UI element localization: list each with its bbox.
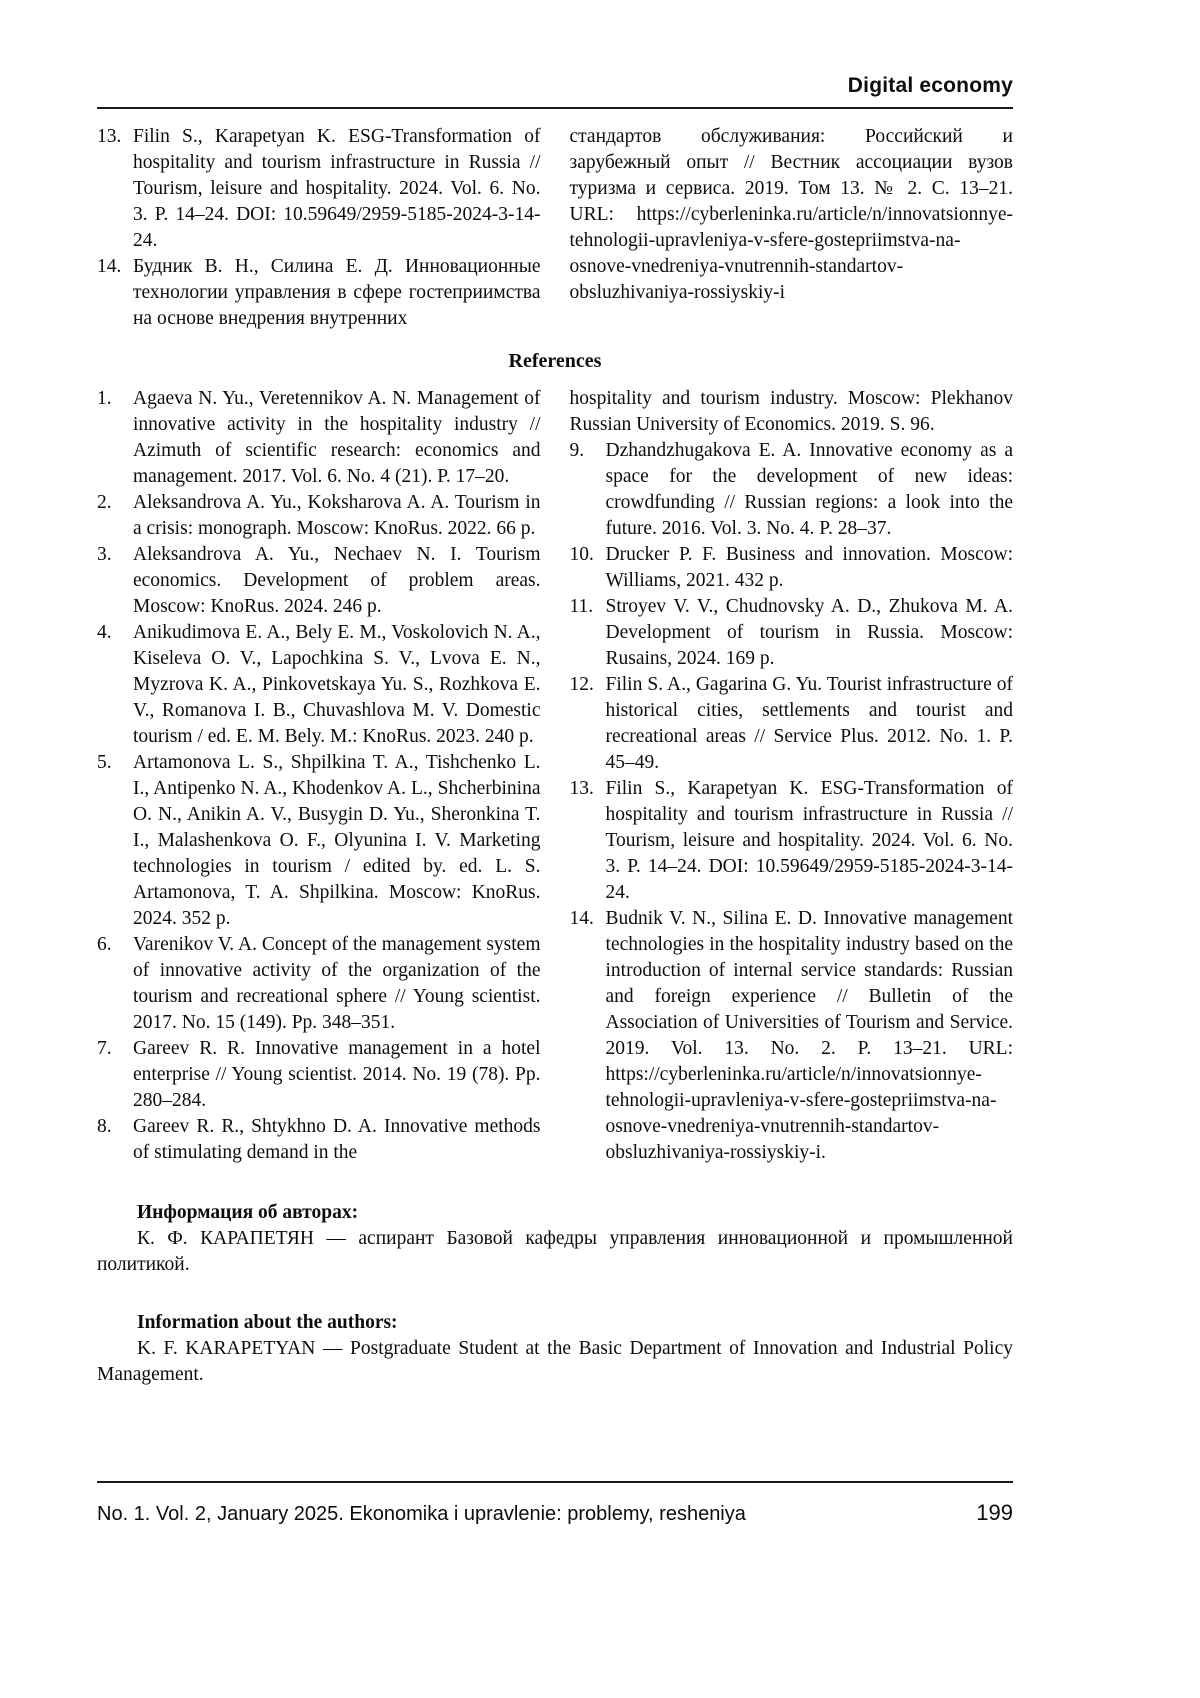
reference-text: Dzhandzhugakova E. A. Innovative economy as a space for the development of new ideas: crowdfunding // Russian regions: a look into the future. 2016. Vol. 3. No. 4. P. 28–37. xyxy=(605,440,1013,539)
reference-text: Stroyev V. V., Chudnovsky A. D., Zhukova M. A. Development of tourism in Russia. Moscow: Rusains, 2024. 169 p. xyxy=(605,596,1013,669)
footer-row xyxy=(97,1500,1013,1527)
reference-item xyxy=(97,490,541,542)
reference-text: Filin S., Karapetyan K. ESG-Transformation of hospitality and tourism infrastructure in Russia // Tourism, leisure and hospitality. 2024. Vol. 6. No. 3. P. 14–24. DOI: 10.59649/2959-5185-2024-3-14-24. xyxy=(605,778,1013,903)
footer-rule xyxy=(97,1481,1013,1483)
reference-number: 2. xyxy=(97,492,112,513)
reference-number: 7. xyxy=(97,1038,112,1059)
reference-text: Filin S., Karapetyan K. ESG-Transformation of hospitality and tourism infrastructure in Russia // Tourism, leisure and hospitality. 2024. Vol. 6. No. 3. P. 14–24. DOI: 10.59649/2959-5185-2024-3-14-24. xyxy=(133,126,541,251)
reference-text: Anikudimova E. A., Bely E. M., Voskolovich N. A., Kiseleva O. V., Lapochkina S. V., Lvova E. N., Myzrova K. A., Pinkovetskaya Yu. S., Rozhkova E. V., Romanova I. B., Chuvashlova M. V. Domestic tourism / ed. E. M. Bely. M.: KnoRus. 2023. 240 p. xyxy=(133,622,541,747)
reference-text: Drucker P. F. Business and innovation. Moscow: Williams, 2021. 432 p. xyxy=(605,544,1013,591)
reference-text: Budnik V. N., Silina E. D. Innovative management technologies in the hospitality industry based on the introduction of internal service standards: Russian and foreign experience // Bulletin of the Association of Universities of Tourism and Service. 2019. Vol. 13. No. 2. P. 13–21. URL: https://cyberleninka.ru/article/n/innovatsionnye-tehnologii-upravleniya-v-sfere-gostepriimstva-na-osnove-vnedreniya-vnutrennih-standartov-obsluzhivaniya-rossiyskiy-i. xyxy=(605,908,1013,1163)
reference-text: Gareev R. R., Shtykhno D. A. Innovative methods of stimulating demand in the xyxy=(133,1116,541,1163)
reference-item xyxy=(97,254,541,332)
running-head: Digital economy xyxy=(847,74,1013,97)
authors-text-en: K. F. KARAPETYAN — Postgraduate Student at the Basic Department of Innovation and Industrial Policy Management. xyxy=(97,1338,1013,1385)
left-column xyxy=(97,124,541,332)
reference-item xyxy=(570,594,1014,672)
reference-number: 13. xyxy=(97,126,122,147)
authors-info-ru xyxy=(97,1200,1013,1278)
reference-number: 5. xyxy=(97,752,112,773)
page-footer xyxy=(97,1481,1013,1527)
authors-text-ru: К. Ф. КАРАПЕТЯН — аспирант Базовой кафедры управления инновационной и промышленной политикой. xyxy=(97,1228,1013,1275)
references-section xyxy=(97,386,1013,1166)
reference-number: 3. xyxy=(97,544,112,565)
reference-item xyxy=(97,1114,541,1166)
right-column xyxy=(570,124,1014,332)
reference-number: 9. xyxy=(569,440,585,461)
references-continued-left-list xyxy=(97,124,541,332)
reference-item xyxy=(97,620,541,750)
reference-item xyxy=(570,672,1014,776)
reference-number: 12. xyxy=(569,674,594,695)
references-left-list xyxy=(97,386,541,1166)
authors-heading-ru: Информация об авторах: xyxy=(137,1202,359,1223)
reference-item xyxy=(97,124,541,254)
journal-info: No. 1. Vol. 2, January 2025. Ekonomika i upravlenie: problemy, resheniya xyxy=(97,1503,746,1525)
authors-heading-en: Information about the authors: xyxy=(137,1312,398,1333)
reference-item xyxy=(97,932,541,1036)
reference-continuation: стандартов обслуживания: Российский и зарубежный опыт // Вестник ассоциации вузов туризма и сервиса. 2019. Том 13. № 2. С. 13–21. URL: https://cyberleninka.ru/article/n/innovatsionnye-tehnologii-upravleniya-v-sfere-gostepriimstva-na-osnove-vnedreniya-vnutrennih-standartov-obsluzhivaniya-rossiyskiy-i xyxy=(569,126,1013,303)
reference-item xyxy=(570,906,1014,1166)
references-continued-section xyxy=(97,124,1013,332)
page-number: 199 xyxy=(976,1500,1013,1525)
reference-text: Gareev R. R. Innovative management in a hotel enterprise // Young scientist. 2014. No. 19 (78). Pp. 280–284. xyxy=(133,1038,541,1111)
reference-text: Varenikov V. A. Concept of the management system of innovative activity of the organization of the tourism and recreational sphere // Young scientist. 2017. No. 15 (149). Pp. 348–351. xyxy=(133,934,541,1033)
page-header xyxy=(97,0,1013,109)
reference-text: Agaeva N. Yu., Veretennikov A. N. Management of innovative activity in the hospitality industry // Azimuth of scientific research: economics and management. 2017. Vol. 6. No. 4 (21). P. 17–20. xyxy=(133,388,541,487)
reference-item xyxy=(97,542,541,620)
reference-item xyxy=(97,750,541,932)
reference-number: 4. xyxy=(97,622,112,643)
reference-item xyxy=(570,776,1014,906)
reference-text: Aleksandrova A. Yu., Nechaev N. I. Tourism economics. Development of problem areas. Moscow: KnoRus. 2024. 246 p. xyxy=(133,544,541,617)
reference-number: 1. xyxy=(97,388,112,409)
right-column xyxy=(570,386,1014,1166)
reference-number: 13. xyxy=(569,778,594,799)
references-right-list xyxy=(570,438,1014,1166)
reference-number: 8. xyxy=(97,1116,112,1137)
reference-text: Filin S. A., Gagarina G. Yu. Tourist infrastructure of historical cities, settlements and tourist and recreational areas // Service Plus. 2012. No. 1. P. 45–49. xyxy=(605,674,1013,773)
reference-text: Aleksandrova A. Yu., Koksharova A. A. Tourism in a crisis: monograph. Moscow: KnoRus. 2022. 66 p. xyxy=(133,492,541,539)
reference-item xyxy=(97,1036,541,1114)
reference-number: 11. xyxy=(569,596,594,617)
reference-text: Artamonova L. S., Shpilkina T. A., Tishchenko L. I., Antipenko N. A., Khodenkov A. L., Shcherbinina O. N., Anikin A. V., Busygin D. Yu., Sheronkina T. I., Malashenkova O. F., Olyunina I. V. Marketing technologies in tourism / edited by. ed. L. S. Artamonova, T. A. Shpilkina. Moscow: KnoRus. 2024. 352 p. xyxy=(133,752,541,929)
reference-continuation: hospitality and tourism industry. Moscow: Plekhanov Russian University of Economics. 2019. S. 96. xyxy=(569,388,1013,435)
reference-number: 10. xyxy=(569,544,594,565)
reference-text: Будник В. Н., Силина Е. Д. Инновационные технологии управления в сфере гостеприимства на основе внедрения внутренних xyxy=(133,256,541,329)
reference-item xyxy=(570,542,1014,594)
reference-number: 14. xyxy=(569,908,594,929)
reference-number: 14. xyxy=(97,256,122,277)
reference-item xyxy=(570,438,1014,542)
reference-number: 6. xyxy=(97,934,112,955)
header-rule xyxy=(97,107,1013,109)
authors-info-en xyxy=(97,1310,1013,1388)
left-column xyxy=(97,386,541,1166)
references-heading: References xyxy=(508,350,602,372)
reference-item xyxy=(97,386,541,490)
